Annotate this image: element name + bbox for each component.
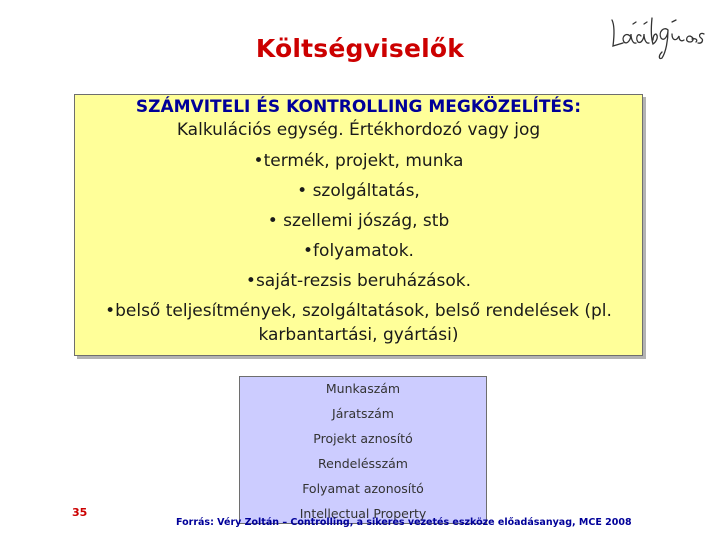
list-item: •folyamatok. bbox=[303, 241, 414, 261]
identifier-item: Projekt aznosító bbox=[313, 431, 413, 446]
identifier-item: Intellectual Property bbox=[299, 506, 427, 521]
box-subheading: Kalkulációs egység. Értékhordozó vagy jog bbox=[176, 120, 541, 140]
box-heading: SZÁMVITELI ÉS KONTROLLING MEGKÖZELÍTÉS: bbox=[135, 97, 582, 117]
source-citation: Forrás: Véry Zoltán – Controlling, a sikeres vezetés eszköze előadásanyag, MCE 2008 bbox=[176, 517, 632, 528]
signature-image bbox=[606, 12, 706, 62]
list-item: •saját-rezsis beruházások. bbox=[245, 271, 472, 291]
page-number: 35 bbox=[72, 506, 88, 519]
list-item: • szolgáltatás, bbox=[297, 181, 420, 201]
list-item: • szellemi jószág, stb bbox=[267, 211, 450, 231]
identifier-item: Járatszám bbox=[332, 406, 394, 421]
accounting-approach-box bbox=[74, 94, 643, 356]
slide-title: Költségviselők bbox=[255, 34, 465, 63]
identifier-item: Munkaszám bbox=[325, 381, 401, 396]
identifier-box bbox=[239, 376, 487, 524]
identifier-item: Folyamat azonosító bbox=[302, 481, 424, 496]
list-item: •belső teljesítmények, szolgáltatások, belső rendelések (pl. bbox=[105, 301, 612, 321]
list-item-continuation: karbantartási, gyártási) bbox=[258, 325, 459, 345]
list-item: •termék, projekt, munka bbox=[253, 151, 464, 171]
identifier-item: Rendelésszám bbox=[318, 456, 408, 471]
